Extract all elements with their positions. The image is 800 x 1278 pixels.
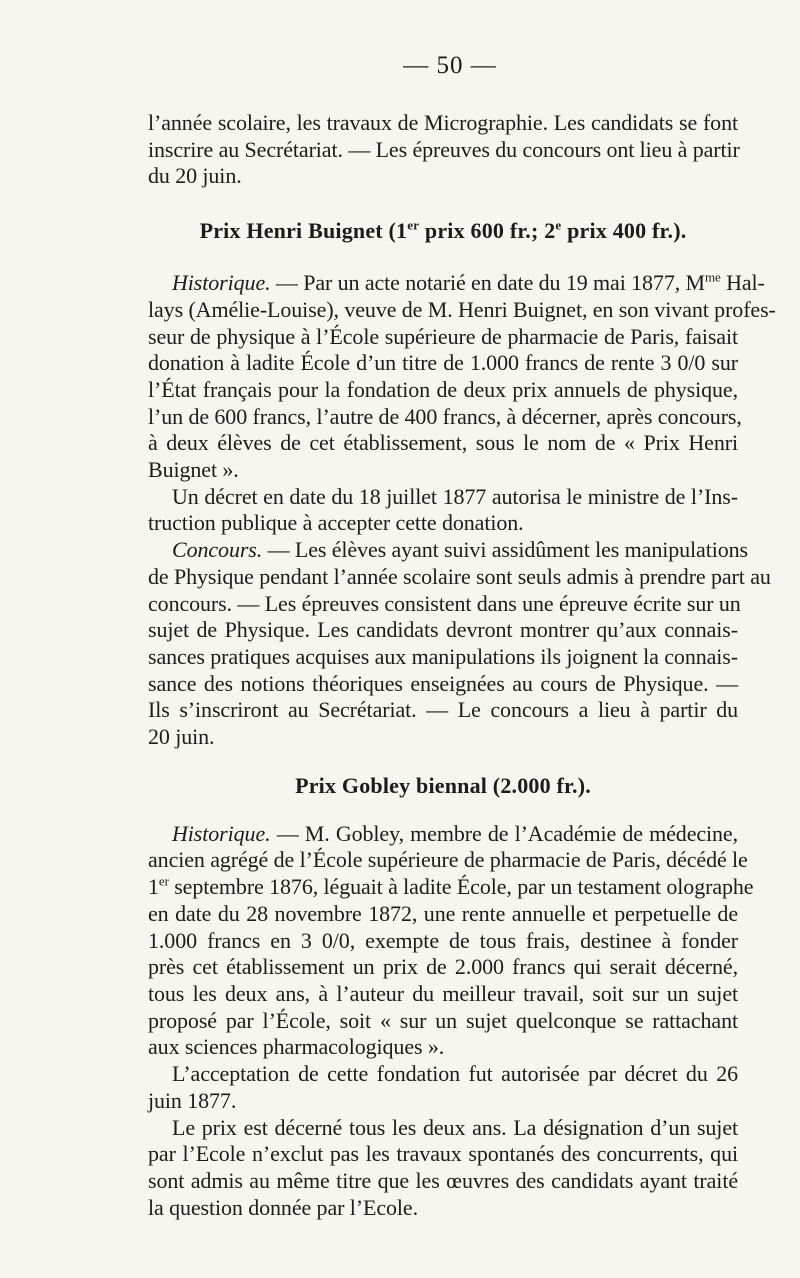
text-line: donation à ladite École d’un titre de 1.000 francs de rente 3 0/0 sur: [148, 350, 738, 376]
text-line: [148, 821, 738, 848]
text-line: juin 1877.: [148, 1087, 237, 1113]
decret-paragraph: [148, 484, 738, 537]
concours-lead: Concours.: [172, 537, 263, 563]
text-line: sujet de Physique. Les candidats devront montrer qu’aux connais-: [148, 617, 738, 643]
title-part: Prix Henri Buignet (1: [199, 218, 408, 244]
text-line: lays (Amélie-Louise), veuve de M. Henri Buignet, en son vivant profes-: [148, 296, 776, 322]
historique-paragraph-buignet: [148, 269, 776, 484]
text-line: proposé par l’École, soit « sur un sujet quelconque se rattachant: [148, 1007, 738, 1033]
text-line: tous les deux ans, à l’auteur du meilleur travail, soit sur un sujet: [148, 980, 738, 1006]
text-line: Le prix est décerné tous les deux ans. La désignation d’un sujet: [172, 1114, 738, 1140]
page-number: — 50 —: [403, 52, 497, 79]
text-line: [148, 873, 754, 901]
text-line: truction publique à accepter cette donation.: [148, 510, 524, 536]
historique-paragraph-gobley: [148, 820, 754, 1061]
title-superscript: e: [555, 217, 562, 233]
text-line: du 20 juin.: [148, 163, 242, 189]
text-line: inscrire au Secrétariat. — Les épreuves du concours ont lieu à partir: [148, 136, 740, 162]
text-line: de Physique pendant l’année scolaire sont seuls admis à prendre part au: [148, 563, 771, 589]
text-line: l’État français pour la fondation de deux prix annuels de physique,: [148, 376, 738, 402]
text-line: 20 juin.: [148, 724, 215, 750]
intro-paragraph: [148, 110, 738, 190]
text-line: la question donnée par l’Ecole.: [148, 1194, 418, 1220]
text-line: [148, 537, 749, 564]
text-line: sances pratiques acquises aux manipulations ils joignent la connais-: [148, 643, 738, 669]
text-span: 1: [148, 874, 159, 900]
text-line: sont admis au même titre que les œuvres des candidats ayant traité: [148, 1167, 738, 1193]
acceptation-paragraph: [148, 1061, 738, 1114]
text-line: près cet établissement un prix de 2.000 francs qui serait décerné,: [148, 954, 738, 980]
text-line: concours. — Les épreuves consistent dans une épreuve écrite sur un: [148, 590, 741, 616]
text-line: Buignet ».: [148, 457, 239, 483]
historique-lead: Historique.: [172, 270, 271, 296]
text-span: — M. Gobley, membre de l’Académie de médecine,: [270, 820, 738, 846]
section-title-gobley: Prix Gobley biennal (2.000 fr.).: [295, 772, 591, 798]
text-line: ancien agrégé de l’École supérieure de pharmacie de Paris, décédé le: [148, 847, 748, 873]
text-span: — Par un acte notarié en date du 19 mai 1877, M: [270, 270, 705, 296]
text-line: à deux élèves de cet établissement, sous le nom de « Prix Henri: [148, 430, 738, 456]
text-line: 1.000 francs en 3 0/0, exempte de tous frais, destinee à fonder: [148, 927, 738, 953]
text-line: [148, 269, 765, 297]
text-line: Un décret en date du 18 juillet 1877 autorisa le ministre de l’Ins-: [172, 483, 738, 509]
title-part: prix 400 fr.).: [561, 218, 687, 244]
text-line: en date du 28 novembre 1872, une rente annuelle et perpetuelle de: [148, 900, 738, 926]
title-superscript: er: [407, 217, 420, 233]
historique-lead: Historique.: [172, 820, 271, 846]
text-line: L’acceptation de cette fondation fut autorisée par décret du 26: [172, 1061, 738, 1087]
text-line: Ils s’inscriront au Secrétariat. — Le concours a lieu à partir du: [148, 697, 738, 723]
text-span: — Les élèves ayant suivi assidûment les manipulations: [262, 537, 749, 563]
text-span: septembre 1876, léguait à ladite École, par un testament olographe: [168, 874, 754, 900]
text-line: par l’Ecole n’exclut pas les travaux spontanés des concurrents, qui: [148, 1141, 738, 1167]
text-line: seur de physique à l’École supérieure de pharmacie de Paris, faisait: [148, 323, 738, 349]
text-line: aux sciences pharmacologiques ».: [148, 1034, 445, 1060]
title-part: prix 600 fr.; 2: [419, 218, 556, 244]
text-line: sance des notions théoriques enseignées au cours de Physique. —: [148, 670, 738, 696]
section-title-buignet: [148, 218, 738, 244]
prix-paragraph: [148, 1115, 738, 1222]
superscript: er: [158, 873, 169, 889]
text-span: Hal-: [720, 270, 765, 296]
superscript: me: [705, 269, 721, 285]
text-line: l’un de 600 francs, l’autre de 400 francs, à décerner, après concours,: [148, 403, 742, 429]
text-line: l’année scolaire, les travaux de Micrographie. Les candidats se font: [148, 110, 738, 135]
concours-paragraph: [148, 537, 771, 751]
